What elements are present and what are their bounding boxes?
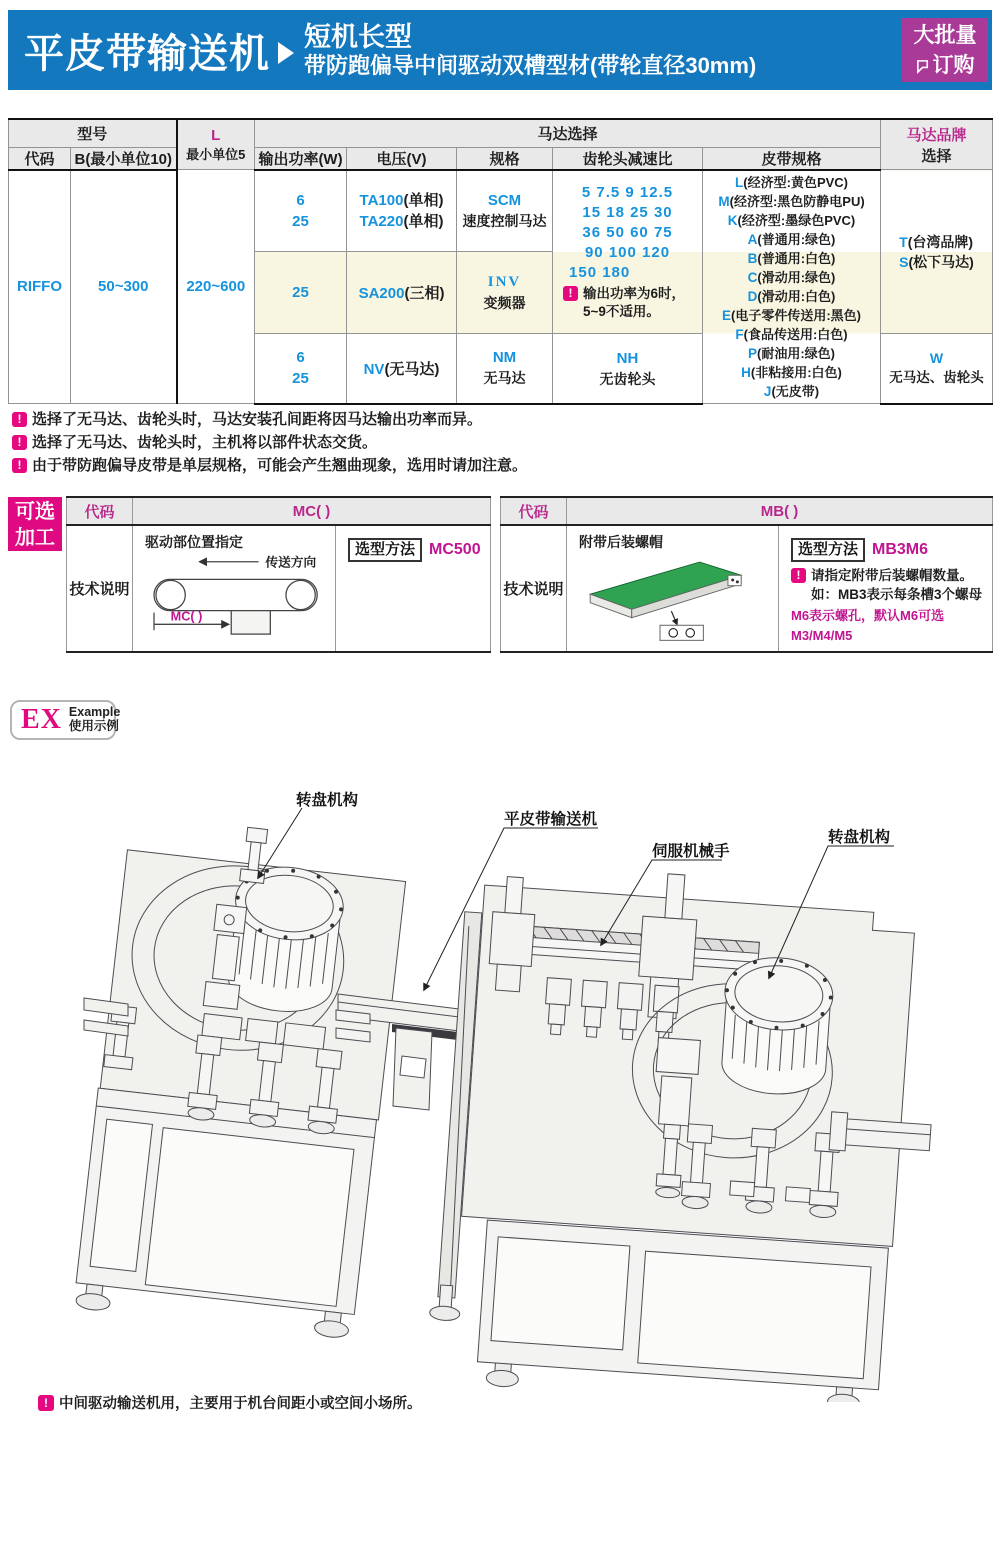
mc-direction-label: 传送方向 bbox=[265, 555, 317, 570]
cell-l-range: 220~600 bbox=[177, 170, 255, 404]
cell-power-r1 bbox=[255, 170, 347, 252]
gear-ratio-line: 5 7.5 9 12.5 bbox=[581, 183, 674, 201]
spec-code: NM bbox=[492, 349, 517, 367]
mc-code-label: 代码 bbox=[67, 497, 133, 525]
spec-code: INV bbox=[487, 273, 522, 290]
gear-note-text: 输出功率为6时， bbox=[583, 285, 686, 301]
mc-option-table bbox=[66, 496, 491, 653]
belt-spec-item: P(耐油用:绿色) bbox=[748, 345, 836, 361]
brand-s: S(松下马达) bbox=[899, 253, 974, 270]
mc-diagram-title: 驱动部位置指定 bbox=[145, 534, 243, 550]
cell-gear-ratios bbox=[553, 170, 703, 334]
header-gearhead: 齿轮头减速比 bbox=[553, 147, 703, 170]
gear-ratio-line: 36 50 60 75 bbox=[582, 223, 673, 241]
header-l bbox=[177, 119, 255, 170]
header-b: B(最小单位10) bbox=[71, 147, 177, 170]
model-type: 短机长型 bbox=[304, 21, 412, 52]
label-turntable-right: 转盘机构 bbox=[828, 829, 891, 846]
spec-name: 速度控制马达 bbox=[462, 212, 547, 229]
diagram-note-text: 中间驱动输送机用，主要用于机台间距小或空间小场所。 bbox=[59, 1396, 422, 1412]
mc-method bbox=[336, 525, 491, 652]
gear-note-text2: 5~9不适用。 bbox=[583, 303, 660, 319]
header-brand bbox=[881, 119, 993, 170]
cell-brand-ts bbox=[881, 170, 993, 334]
example-en: Example bbox=[68, 705, 121, 720]
selection-table bbox=[8, 118, 993, 405]
belt-spec-item: C(滑动用:绿色) bbox=[747, 269, 836, 285]
mb-note2: 如：MB3表示每条槽3个螺母 bbox=[811, 587, 983, 602]
diagram-note bbox=[38, 1392, 422, 1413]
header-voltage: 电压(V) bbox=[347, 147, 457, 170]
header-spec: 规格 bbox=[457, 147, 553, 170]
cell-voltage-r1 bbox=[347, 170, 457, 252]
note-text: 由于带防跑偏导皮带是单层规格，可能会产生翘曲现象，选用时请加注意。 bbox=[32, 457, 528, 474]
gear-ratio-line: 90 100 120 bbox=[584, 243, 671, 261]
power-25: 25 bbox=[292, 212, 309, 230]
belt-spec-item: A(普通用:绿色) bbox=[747, 231, 836, 247]
page-title: 平皮带输送机 bbox=[24, 31, 270, 76]
belt-spec-item: K(经济型:墨绿色PVC) bbox=[727, 212, 856, 228]
note-text: 选择了无马达、齿轮头时，主机将以部件状态交货。 bbox=[32, 434, 378, 451]
mc-diagram-drawing bbox=[143, 552, 339, 638]
left-machine bbox=[73, 814, 409, 1340]
example-badge bbox=[10, 700, 121, 740]
voltage-code: TA220 bbox=[359, 212, 404, 230]
mb-method-value: MB3M6 bbox=[872, 541, 929, 558]
mb-diagram bbox=[567, 525, 779, 652]
mb-method-label: 选型方法 bbox=[791, 538, 865, 562]
mb-note1: ! 请指定附带后装螺帽数量。 bbox=[791, 566, 992, 585]
page-header bbox=[8, 10, 992, 90]
table-notes bbox=[12, 408, 527, 477]
mc-method-label: 选型方法 bbox=[348, 538, 422, 562]
bulk-order-line1: 大批量 bbox=[913, 24, 977, 47]
note-icon: ! bbox=[12, 412, 27, 427]
header-l-sub: 最小单位5 bbox=[186, 146, 246, 162]
spec-name: 无马达 bbox=[483, 370, 526, 387]
note-icon: ! bbox=[38, 1395, 54, 1411]
gear-ratio-line: 15 18 25 30 bbox=[582, 203, 673, 221]
subtitle: 带防跑偏导中间驱动双槽型材(带轮直径30mm) bbox=[304, 52, 757, 78]
mc-dim-label: MC( ) bbox=[170, 609, 203, 624]
note-row bbox=[12, 408, 527, 431]
belt-spec-item: J(无皮带) bbox=[763, 383, 820, 399]
belt-spec-item: L(经济型:黄色PVC) bbox=[735, 174, 848, 190]
header-brand-line1: 马达品牌 bbox=[906, 126, 967, 144]
power-6: 6 bbox=[296, 191, 305, 209]
mb-diagram-drawing bbox=[577, 552, 777, 642]
header-subtitle-block bbox=[304, 22, 756, 78]
note-row bbox=[12, 454, 527, 477]
voltage-phase: (单相) bbox=[403, 191, 444, 209]
cell-power-r3: 6 25 bbox=[255, 334, 347, 404]
cell-power-r2: 25 bbox=[255, 252, 347, 334]
belt-spec-item: M(经济型:黑色防静电PU) bbox=[718, 193, 865, 209]
header-brand-line2: 选择 bbox=[921, 147, 952, 165]
mb-note3: M6表示螺孔，默认M6可选M3/M4/M5 bbox=[791, 608, 945, 643]
note-icon: ! bbox=[791, 568, 806, 583]
belt-spec-item: B(普通用:白色) bbox=[747, 250, 836, 266]
usage-example-diagram bbox=[0, 772, 1000, 1402]
cell-voltage-r3: NV(无马达) bbox=[347, 334, 457, 404]
brand-t: T(台湾品牌) bbox=[899, 233, 974, 250]
bulk-order-icon bbox=[916, 59, 931, 74]
mc-method-value: MC500 bbox=[429, 541, 481, 558]
note-text: 选择了无马达、齿轮头时，马达安装孔间距将因马达输出功率而异。 bbox=[32, 411, 483, 428]
mb-tech-label: 技术说明 bbox=[501, 525, 567, 652]
belt-spec-item: D(滑动用:白色) bbox=[747, 288, 836, 304]
right-machine bbox=[425, 859, 947, 1402]
gear-ratio-line: 150 180 bbox=[569, 263, 631, 281]
voltage-phase: (单相) bbox=[403, 212, 444, 230]
header-l-code: L bbox=[211, 126, 221, 144]
cell-belt-specs bbox=[703, 170, 881, 404]
ex-label: EX bbox=[21, 704, 62, 735]
note-icon: ! bbox=[12, 458, 27, 473]
bulk-order-line2-wrap bbox=[902, 51, 988, 81]
mb-method bbox=[779, 525, 993, 652]
cell-voltage-r2: SA200(三相) bbox=[347, 252, 457, 334]
header-power: 输出功率(W) bbox=[255, 147, 347, 170]
belt-spec-item: F(食品传送用:白色) bbox=[735, 326, 848, 342]
header-belt: 皮带规格 bbox=[703, 147, 881, 170]
label-turntable-left: 转盘机构 bbox=[296, 792, 359, 809]
mb-diagram-title: 附带后装螺帽 bbox=[579, 534, 663, 550]
header-motor-select: 马达选择 bbox=[255, 119, 881, 147]
note-icon: ! bbox=[12, 435, 27, 450]
mb-code-label: 代码 bbox=[501, 497, 567, 525]
spec-name: 变频器 bbox=[483, 294, 526, 311]
optional-machining-badge: 可选 加工 bbox=[8, 497, 62, 551]
cell-spec-r2 bbox=[457, 252, 553, 334]
mc-diagram bbox=[133, 525, 336, 652]
bulk-order-badge bbox=[902, 18, 988, 82]
mc-tech-label: 技术说明 bbox=[67, 525, 133, 652]
label-servo: 伺服机械手 bbox=[652, 843, 730, 860]
header-code: 代码 bbox=[9, 147, 71, 170]
note-icon: ! bbox=[563, 286, 578, 301]
bulk-order-line2: 订购 bbox=[932, 54, 975, 78]
cell-spec-r3 bbox=[457, 334, 553, 404]
cell-gear-none: NH 无齿轮头 bbox=[553, 334, 703, 404]
mc-code-value: MC( ) bbox=[133, 497, 491, 525]
label-conveyor: 平皮带输送机 bbox=[504, 811, 598, 828]
belt-spec-item: E(电子零件传送用:黑色) bbox=[722, 307, 862, 323]
spec-code: SCM bbox=[487, 191, 522, 209]
cell-spec-r1 bbox=[457, 170, 553, 252]
header-model: 型号 bbox=[9, 119, 177, 147]
example-cn: 使用示例 bbox=[68, 719, 119, 733]
note-row bbox=[12, 431, 527, 454]
mb-code-value: MB( ) bbox=[567, 497, 993, 525]
cell-b-range: 50~300 bbox=[71, 170, 177, 404]
voltage-code: TA100 bbox=[359, 191, 404, 209]
gear-note bbox=[553, 285, 702, 303]
mb-option-table bbox=[500, 496, 993, 653]
arrow-right-icon bbox=[278, 42, 294, 64]
cell-code: RIFFO bbox=[9, 170, 71, 404]
cell-brand-w: W 无马达、齿轮头 bbox=[881, 334, 993, 404]
belt-spec-item: H(非粘接用:白色) bbox=[741, 364, 842, 380]
